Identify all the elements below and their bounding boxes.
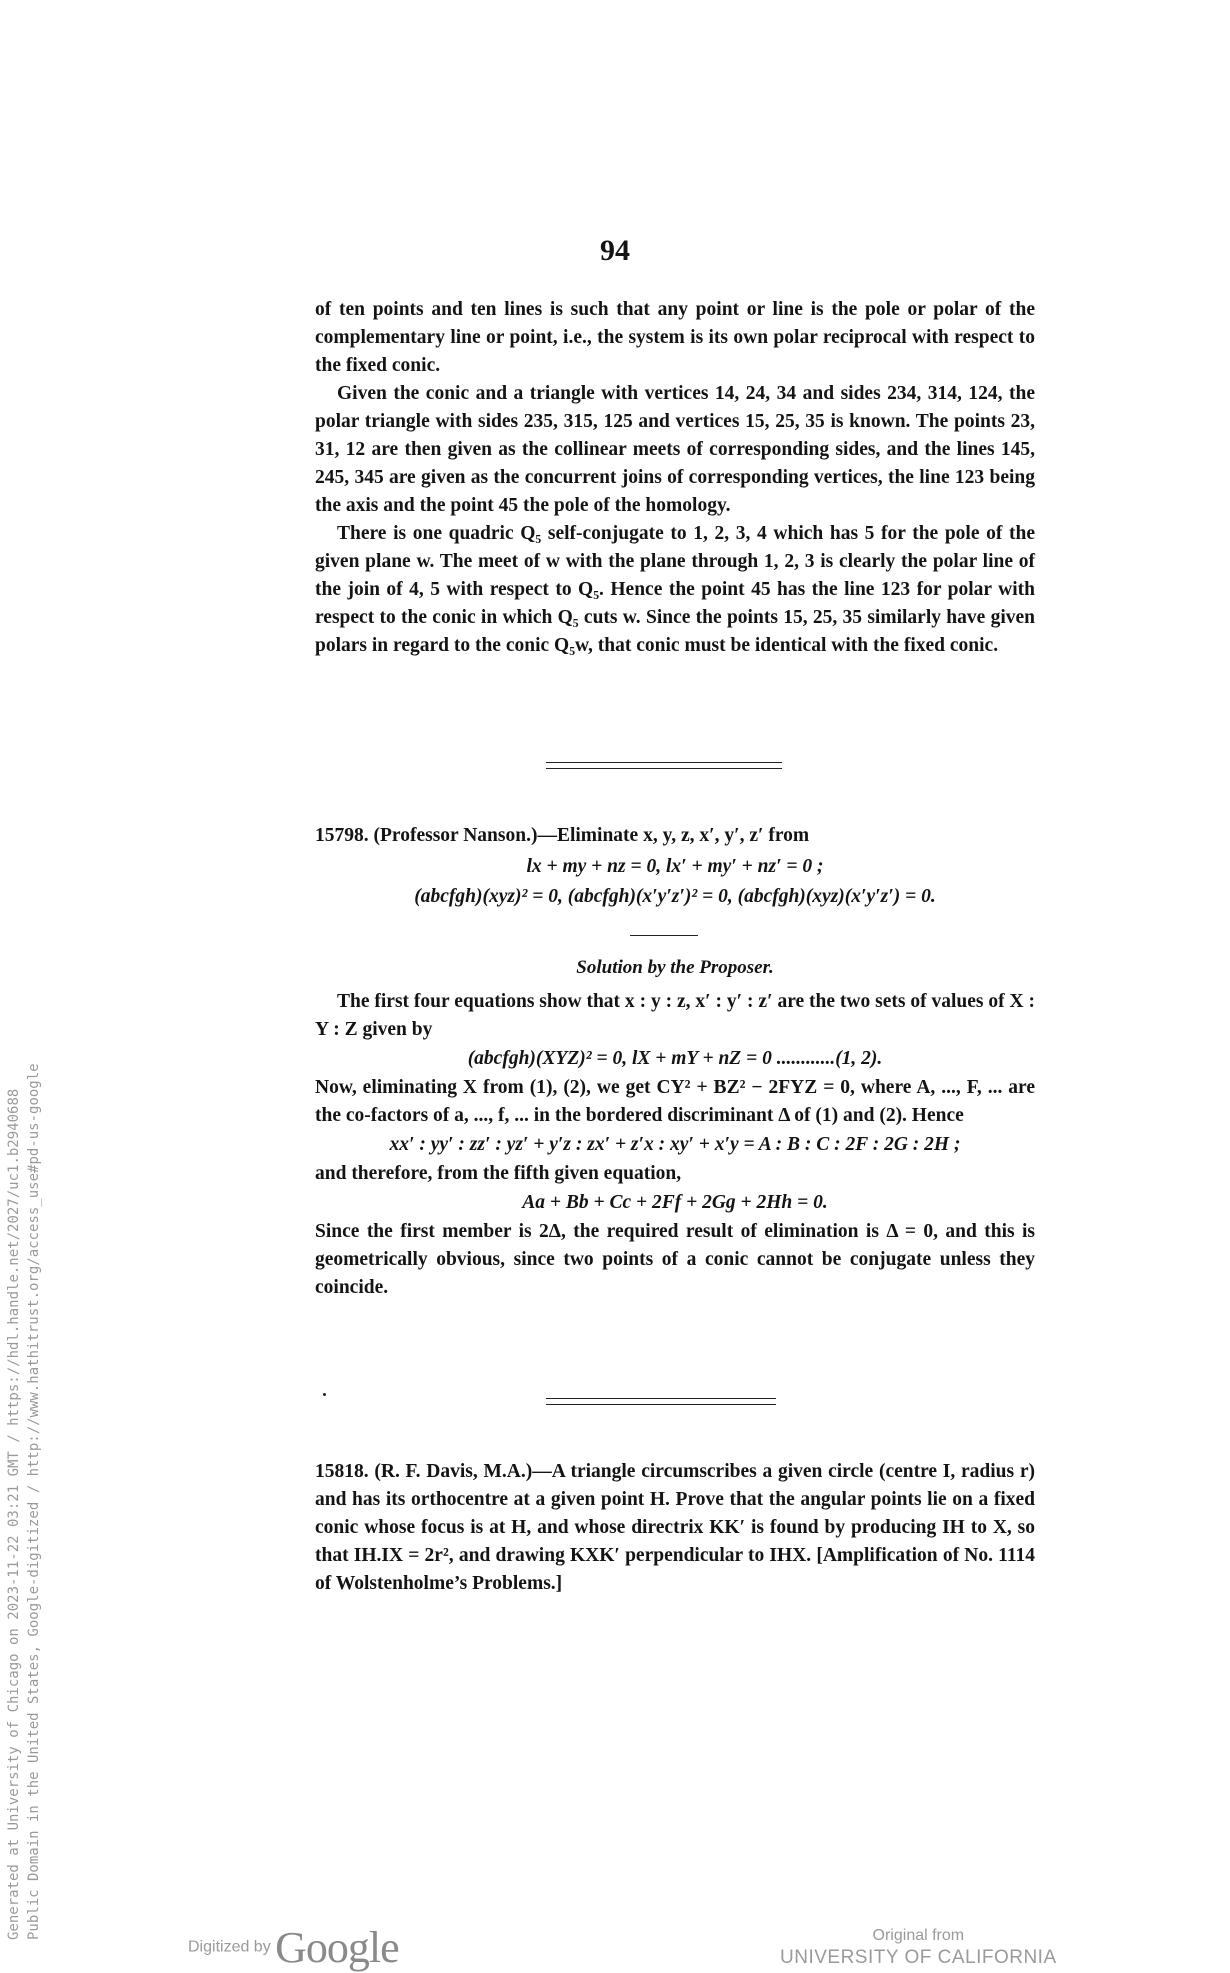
stray-mark (323, 1393, 326, 1396)
paragraph-2: Given the conic and a triangle with vertices 14, 24, 34 and sides 234, 314, 124, the polar triangle with sides 235, 315, 125 and vertices 15, 25, 35 is known. The points 23, 31, 12 are then given as the collinear meets of corresponding sides, and the lines 145, 245, 345 are given as the concurrent joins of corresponding vertices, the line 123 being the axis and the point 45 the pole of the homology. (315, 383, 1035, 516)
problem-15818 (315, 1458, 1035, 1598)
original-from-label: Original from (872, 1927, 965, 1944)
problem-15798-equation-2: (abcfgh)(xyz)² = 0, (abcfgh)(x′y′z′)² = 0, (abcfgh)(xyz)(x′y′z′) = 0. (414, 886, 936, 907)
paragraph-1: of ten points and ten lines is such that any point or line is the pole or polar of the complementary line or point, i.e., the system is its own polar reciprocal with respect to the fixed conic. (315, 299, 1035, 376)
google-logo: Google (275, 1923, 399, 1972)
digitized-by-google (188, 1922, 399, 1973)
institution-name: UNIVERSITY OF CALIFORNIA (780, 1947, 1057, 1968)
solution-equation-1: (abcfgh)(XYZ)² = 0, lX + mY + nZ = 0 ............(1, 2). (467, 1048, 883, 1069)
solution-paragraph-3: and therefore, from the fifth given equation, (315, 1163, 682, 1184)
original-from-block (780, 1926, 1057, 1970)
hathitrust-watermark (4, 1063, 44, 1940)
solution-heading: Solution by the Proposer. (576, 957, 774, 978)
problem-15798-equation-1: lx + my + nz = 0, lx′ + my′ + nz′ = 0 ; (526, 856, 824, 877)
solution-15798 (315, 954, 1035, 1302)
problem-15798-header: 15798. (Professor Nanson.)—Eliminate x, y, z, x′, y′, z′ from (315, 825, 810, 846)
digitized-by-label: Digitized by (188, 1938, 271, 1956)
section-divider-2 (546, 1398, 776, 1405)
page-number: 94 (600, 234, 630, 267)
solution-paragraph-2: Now, eliminating X from (1), (2), we get CY² + BZ² − 2FYZ = 0, where A, ..., F, ... are the co-factors of a, ..., f, ... in the bordered discriminant Δ of (1) and (2). Hence (315, 1077, 1035, 1126)
watermark-line-1: Generated at University of Chicago on 2023-11-22 03:21 GMT / https://hdl.handle.net/2027/uc1.b2940688 (6, 1088, 22, 1940)
section-divider-1 (546, 762, 782, 769)
solution-divider (630, 935, 698, 936)
solution-paragraph-1: The first four equations show that x : y : z, x′ : y′ : z′ are the two sets of values of X : Y : Z given by (315, 991, 1035, 1040)
problem-15798 (315, 822, 1035, 912)
watermark-line-2: Public Domain in the United States, Google-digitized / http://www.hathitrust.org/access_use#pd-us-google (26, 1063, 42, 1940)
solution-equation-2: xx′ : yy′ : zz′ : yz′ + y′z : zx′ + z′x : xy′ + x′y = A : B : C : 2F : 2G : 2H ; (389, 1134, 961, 1155)
solution-equation-3: Aa + Bb + Cc + 2Ff + 2Gg + 2Hh = 0. (522, 1192, 828, 1213)
problem-15818-text: 15818. (R. F. Davis, M.A.)—A triangle circumscribes a given circle (centre I, radius r) and has its orthocentre at a given point H. Prove that the angular points lie on a fixed conic whose focus is at H, and whose directrix KK′ is found by producing IH to X, so that IH.IX = 2r², and drawing KXK′ perpendicular to IHX. [Amplification of No. 1114 of Wolstenholme’s Problems.] (315, 1461, 1035, 1594)
solution-paragraph-4: Since the first member is 2Δ, the required result of elimination is Δ = 0, and this is geometrically obvious, since two points of a conic cannot be conjugate unless they coincide. (315, 1221, 1035, 1298)
paragraph-3: There is one quadric Q₅ self-conjugate to 1, 2, 3, 4 which has 5 for the pole of the given plane w. The meet of w with the plane through 1, 2, 3 is clearly the polar line of the join of 4, 5 with respect to Q₅. Hence the point 45 has the line 123 for polar with respect to the conic in which Q₅ cuts w. Since the points 15, 25, 35 similarly have given polars in regard to the conic Q₅w, that conic must be identical with the fixed conic. (315, 523, 1035, 656)
section-continuation (315, 296, 1035, 660)
